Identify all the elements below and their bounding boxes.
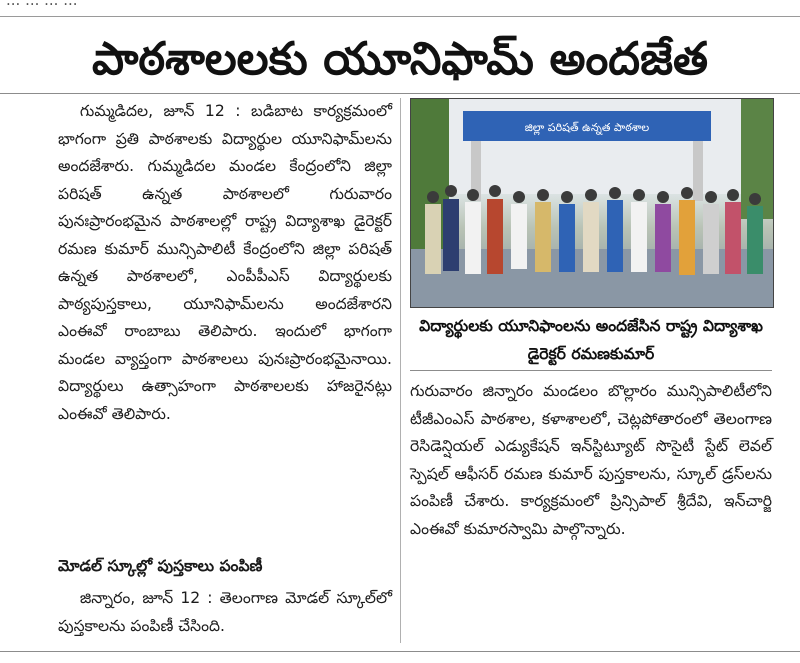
news-photo [410,98,774,308]
bottom-rule [0,651,800,652]
left-paragraph-1: గుమ్మడిదల, జూన్ 12 : బడిబాట కార్యక్రమంలో భాగంగా ప్రతి పాఠశాలకు విద్యార్థుల యూనిఫామ్‌లను అందజేశారు. గుమ్మడిదల మండల కేంద్రంలోని జిల్లా పరిషత్ ఉన్నత పాఠశాలలో గురువారం పునఃప్రారంభమైన పాఠశాలల్లో రాష్ట్ర విద్యాశాఖ డైరెక్టర్ రమణ కుమార్ మున్సిపాలిటీ కేంద్రంలోని జిల్లా పరిషత్ ఉన్నత పాఠశాలలో, ఎంపీపీఎస్ విద్యార్థులకు పాఠ్యపుస్తకాలు, యూనిఫామ్‌లను అందజేశారని ఎంఈవో రాంబాబు తెలిపారు. ఇందులో భాగంగా మండల వ్యాప్తంగా పాఠశాలలు పునఃప్రారంభమైనాయి. విద్యార్థులు ఉత్సాహంగా పాఠశాలలకు హాజరైనట్లు ఎంఈవో తెలిపారు. [58,102,392,423]
right-paragraph: గురువారం జిన్నారం మండలం బొల్లారం మున్సిపాలిటీలోని టీజీఎంఎస్ పాఠశాల, కళాశాలలో, చెట్లపోతారంలో తెలంగాణ రెసిడెన్షియల్ ఎడ్యుకేషన్ ఇన్‌స్టిట్యూట్ సొసైటీ స్టేట్ లెవల్ స్పెషల్ ఆఫీసర్ రమణ కుమార్ పుస్తకాలను, స్కూల్ డ్రస్‌లను పంపిణీ చేశారు. కార్యక్రమంలో ప్రిన్సిపాల్ శ్రీదేవి, ఇన్‌చార్జి ఎంఈవో కుమారస్వామి పాల్గొన్నారు. [410,382,772,538]
headline: పాఠశాలలకు యూనిఫామ్ అందజేత [92,32,708,85]
left-column [58,98,392,428]
headline-rule [0,93,800,94]
photo-illustration [411,99,773,307]
building-sign-text: జిల్లా పరిషత్ ఉన్నత పాఠశాల [524,121,650,134]
column-divider [400,98,401,643]
subheading: మోడల్ స్కూల్లో పుస్తకాలు పంపిణీ [58,557,263,575]
top-strip-text: ... ... ... ... [6,0,78,9]
caption-rule [410,370,772,371]
people-group [425,185,763,275]
left-column-2 [58,585,392,640]
pillar-right [693,141,703,201]
left-paragraph-2: జిన్నారం, జూన్ 12 : తెలంగాణ మోడల్ స్కూల్‌లో పుస్తకాలను పంపిణీ చేసింది. [58,589,392,635]
top-strip [0,0,800,17]
right-column [410,378,772,543]
photo-caption: విద్యార్థులకు యూనిఫాంలను అందజేసిన రాష్ట్ర విద్యాశాఖ డైరెక్టర్ రమణకుమార్ [419,317,763,363]
